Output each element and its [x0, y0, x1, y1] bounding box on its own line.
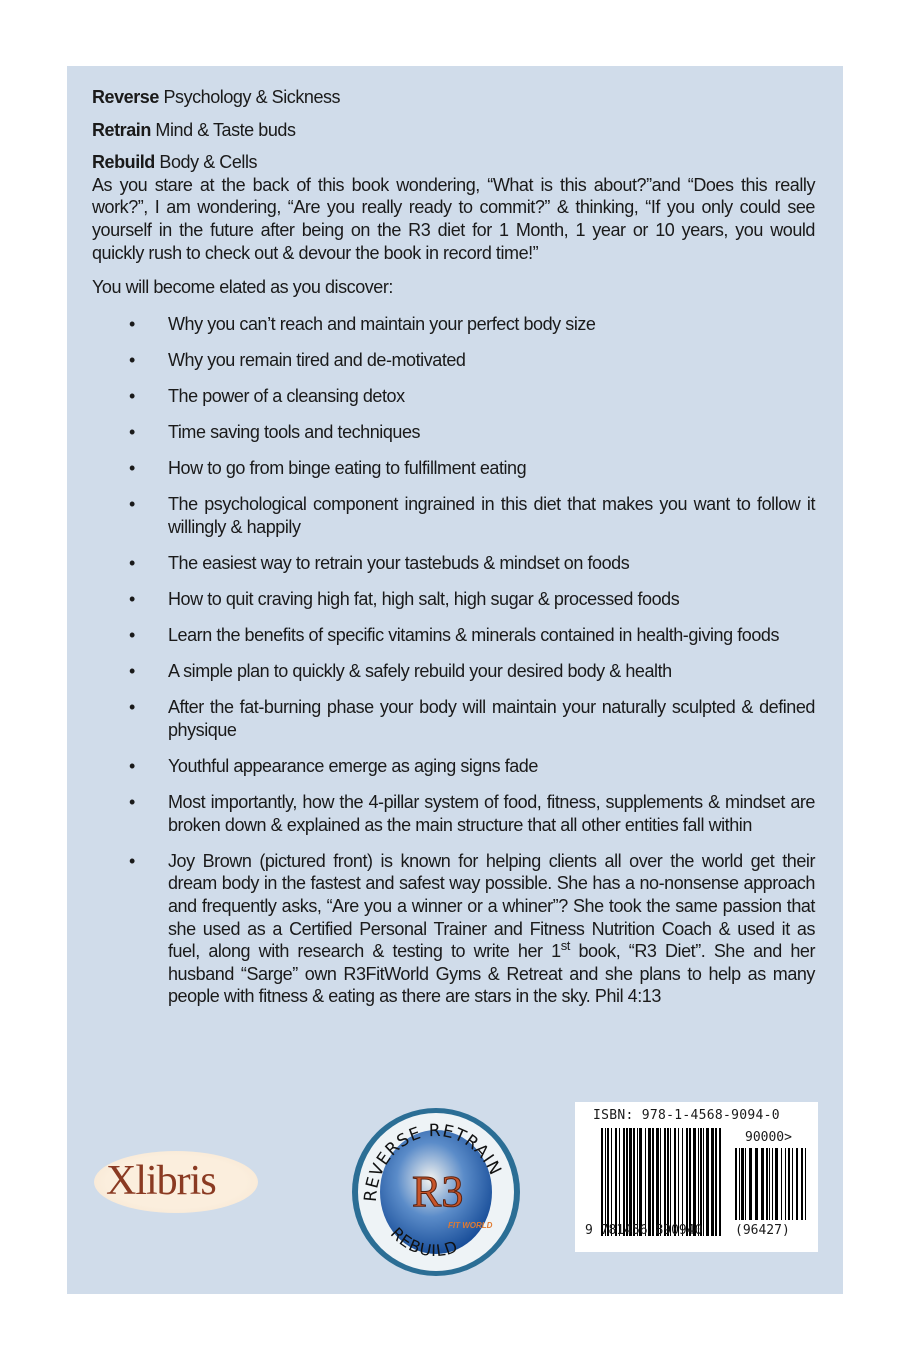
intro-paragraph: As you stare at the back of this book wondering, “What is this about?”and “Does this really work?”, I am wondering, “Are you really ready to commit?” & thinking, “If you only could see yourself in the future after being on the R3 diet for 1 Month, 1 year or 10 years, you would quickly rush to check out & devour the book in record time!”	[92, 174, 815, 263]
barcode-bar	[670, 1128, 671, 1236]
barcode-bar	[700, 1128, 702, 1236]
barcode-bar	[664, 1128, 666, 1236]
barcode-bar	[706, 1128, 709, 1236]
barcode-bar	[682, 1128, 683, 1236]
bullet-icon: •	[129, 589, 135, 609]
author-bio: • Joy Brown (pictured front) is known for helping clients all over the world get their dream body in the fastest and safest way possible. She has a no-nonsense approach and frequently asks, “Are you a winner or a whiner”? She took the same passion that she used as a Certified Personal Trainer and Fitness Nutrition Coach & used it as fuel, along with research & testing to write her 1st book, “R3 Diet”. She and her husband “Sarge” own R3FitWorld Gyms & Retreat and she plans to help as many people with fitness & eating as there are stars in the sky. Phil 4:13	[129, 850, 815, 1007]
list-item: • The psychological component ingrained in this diet that makes you want to follow it willingly & happily	[129, 494, 815, 537]
barcode-bar	[755, 1148, 758, 1220]
list-item: • The easiest way to retrain your tastebuds & mindset on foods	[129, 552, 630, 573]
isbn-barcode	[575, 1102, 818, 1252]
bullet-icon: •	[129, 625, 135, 646]
barcode-bar	[703, 1128, 704, 1236]
list-item: • Why you remain tired and de-motivated	[129, 349, 466, 370]
bullet-icon: •	[129, 313, 135, 334]
barcode-addon: (96427)	[735, 1223, 790, 1238]
barcode-bar	[686, 1128, 688, 1236]
bullet-icon: •	[129, 755, 135, 776]
list-item: • Learn the benefits of specific vitamins & minerals contained in health-giving foods	[129, 625, 780, 646]
barcode-bar	[637, 1128, 638, 1236]
barcode-bar	[645, 1128, 646, 1236]
bullet-icon: •	[129, 792, 135, 813]
list-item: • Time saving tools and techniques	[129, 422, 421, 443]
barcode-bar	[769, 1148, 770, 1220]
list-item: • Most importantly, how the 4-pillar system of food, fitness, supplements & mindset are broken down & explained as the main structure that all other entities fall within	[129, 792, 815, 835]
svg-text:REVERSE RETRAIN: REVERSE RETRAIN	[360, 1120, 506, 1203]
barcode-bar	[656, 1128, 659, 1236]
back-cover	[67, 66, 843, 1294]
bullet-icon: •	[129, 661, 135, 682]
barcode-bar	[629, 1128, 632, 1236]
barcode-bar	[792, 1148, 793, 1220]
barcode-bar	[660, 1128, 661, 1236]
xlibris-logo: Xlibris	[94, 1151, 258, 1213]
bullet-icon: •	[129, 494, 135, 515]
list-item: • How to quit craving high fat, high salt, high sugar & processed foods	[129, 589, 680, 609]
barcode-bar	[611, 1128, 612, 1236]
cover-text	[92, 86, 815, 1021]
barcode-bar	[739, 1148, 740, 1220]
benefit-list	[92, 313, 815, 1008]
bullet-icon: •	[129, 385, 135, 406]
barcode-bar	[735, 1148, 737, 1220]
bullet-icon: •	[129, 458, 135, 479]
tagline-rebuild: Rebuild Body & Cells	[92, 152, 258, 173]
barcode-bar	[761, 1148, 764, 1220]
list-item: • The power of a cleansing detox	[129, 385, 405, 406]
barcode-bar	[749, 1148, 752, 1220]
barcode-bar	[667, 1128, 669, 1236]
tagline-reverse: Reverse Psychology & Sickness	[92, 87, 341, 107]
barcode-bar	[781, 1148, 782, 1220]
barcode-bar	[619, 1128, 620, 1236]
bullet-icon: •	[129, 850, 135, 871]
barcode-bar	[633, 1128, 635, 1236]
bullet-icon: •	[129, 552, 135, 573]
r3-fit-world-logo	[350, 1106, 522, 1278]
barcode-bar	[639, 1128, 642, 1236]
barcode-bar	[785, 1148, 786, 1220]
svg-text:REBUILD: REBUILD	[386, 1223, 461, 1261]
barcode-bar	[605, 1128, 606, 1236]
barcode-bar	[652, 1128, 654, 1236]
svg-text:R3: R3	[412, 1167, 464, 1216]
barcode-bar	[674, 1128, 676, 1236]
list-item: • How to go from binge eating to fulfillment eating	[129, 458, 527, 479]
barcode-bar	[623, 1128, 625, 1236]
barcode-bar	[648, 1128, 651, 1236]
tagline-retrain: Retrain Mind & Taste buds	[92, 119, 296, 140]
barcode-bar	[626, 1128, 628, 1236]
barcode-bar	[796, 1148, 798, 1220]
barcode-bar	[766, 1148, 768, 1220]
barcode-bar	[607, 1128, 609, 1236]
bullet-icon: •	[129, 349, 135, 370]
barcode-bar	[689, 1128, 691, 1236]
barcode-bar	[715, 1128, 717, 1236]
barcode-bar	[775, 1148, 778, 1220]
list-item: • After the fat-burning phase your body will maintain your naturally sculpted & defined physique	[129, 697, 815, 740]
svg-text:FIT WORLD: FIT WORLD	[448, 1221, 493, 1230]
barcode-bar	[719, 1128, 721, 1236]
barcode-bar	[805, 1148, 806, 1220]
bullet-icon: •	[129, 697, 135, 718]
barcode-bar	[693, 1128, 696, 1236]
barcode-bar	[745, 1148, 746, 1220]
barcode-bar	[678, 1128, 679, 1236]
isbn-text: ISBN: 978-1-4568-9094-0	[593, 1108, 780, 1123]
bullet-icon: •	[129, 422, 135, 443]
list-item: • Why you can’t reach and maintain your perfect body size	[129, 313, 596, 334]
barcode-bar	[711, 1128, 714, 1236]
lead-text: You will become elated as you discover:	[92, 277, 393, 298]
barcode-bar	[615, 1128, 617, 1236]
list-item: • A simple plan to quickly & safely rebuild your desired body & health	[129, 661, 672, 682]
barcode-bar	[772, 1148, 773, 1220]
barcode-bar	[741, 1148, 744, 1220]
price-code: 90000>	[745, 1130, 792, 1145]
barcode-bar	[788, 1148, 790, 1220]
barcode-bar	[801, 1148, 803, 1220]
list-item: • Youthful appearance emerge as aging signs fade	[129, 755, 538, 776]
barcode-bar	[698, 1128, 699, 1236]
barcode-digits: 9 781456 890940	[585, 1223, 703, 1238]
barcode-bar	[601, 1128, 603, 1236]
